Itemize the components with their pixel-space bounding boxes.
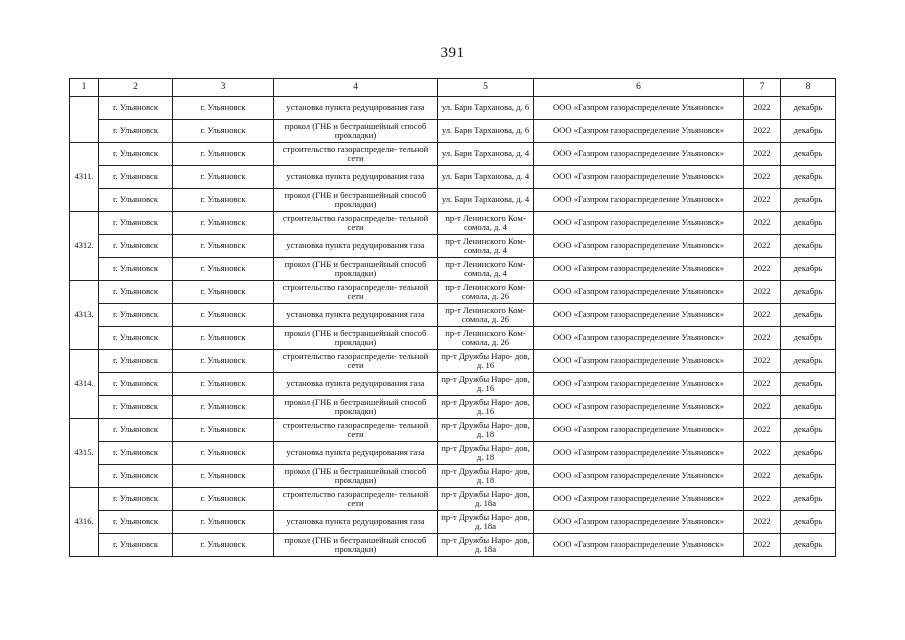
month-cell: декабрь — [781, 235, 836, 258]
table-row — [70, 442, 836, 465]
entry-number-cell — [70, 97, 99, 143]
settlement-cell: г. Ульяновск — [173, 235, 274, 258]
table-body — [70, 97, 836, 557]
entry-number-cell: 4315. — [70, 419, 99, 488]
municipality-cell: г. Ульяновск — [99, 258, 173, 281]
settlement-cell: г. Ульяновск — [173, 396, 274, 419]
month-cell: декабрь — [781, 304, 836, 327]
column-header: 5 — [438, 79, 534, 97]
work-type-cell: прокол (ГНБ и бестраншейный способ прокладки) — [274, 327, 438, 350]
table-row — [70, 350, 836, 373]
organization-cell: ООО «Газпром газораспределение Ульяновск» — [534, 97, 744, 120]
work-type-cell: прокол (ГНБ и бестраншейный способ прокладки) — [274, 258, 438, 281]
organization-cell: ООО «Газпром газораспределение Ульяновск» — [534, 442, 744, 465]
table-row — [70, 235, 836, 258]
entry-number-cell: 4314. — [70, 350, 99, 419]
municipality-cell: г. Ульяновск — [99, 442, 173, 465]
entry-number-cell: 4312. — [70, 212, 99, 281]
settlement-cell: г. Ульяновск — [173, 442, 274, 465]
year-cell: 2022 — [744, 166, 781, 189]
organization-cell: ООО «Газпром газораспределение Ульяновск» — [534, 212, 744, 235]
address-cell: пр-т Ленинского Ком- сомола, д. 26 — [438, 327, 534, 350]
column-header: 8 — [781, 79, 836, 97]
table-row — [70, 120, 836, 143]
settlement-cell: г. Ульяновск — [173, 166, 274, 189]
settlement-cell: г. Ульяновск — [173, 511, 274, 534]
settlement-cell: г. Ульяновск — [173, 281, 274, 304]
organization-cell: ООО «Газпром газораспределение Ульяновск» — [534, 166, 744, 189]
table-row — [70, 465, 836, 488]
year-cell: 2022 — [744, 235, 781, 258]
organization-cell: ООО «Газпром газораспределение Ульяновск» — [534, 327, 744, 350]
organization-cell: ООО «Газпром газораспределение Ульяновск» — [534, 419, 744, 442]
municipality-cell: г. Ульяновск — [99, 304, 173, 327]
organization-cell: ООО «Газпром газораспределение Ульяновск» — [534, 143, 744, 166]
table-row — [70, 304, 836, 327]
municipality-cell: г. Ульяновск — [99, 120, 173, 143]
organization-cell: ООО «Газпром газораспределение Ульяновск» — [534, 396, 744, 419]
address-cell: пр-т Дружбы Наро- дов, д. 18 — [438, 465, 534, 488]
address-cell: пр-т Ленинского Ком- сомола, д. 26 — [438, 281, 534, 304]
municipality-cell: г. Ульяновск — [99, 235, 173, 258]
work-type-cell: строительство газораспредели- тельной сети — [274, 143, 438, 166]
table-row — [70, 143, 836, 166]
work-type-cell: установка пункта редуцирования газа — [274, 373, 438, 396]
table-row — [70, 97, 836, 120]
table-row — [70, 488, 836, 511]
address-cell: пр-т Ленинского Ком- сомола, д. 4 — [438, 212, 534, 235]
organization-cell: ООО «Газпром газораспределение Ульяновск» — [534, 465, 744, 488]
work-type-cell: строительство газораспредели- тельной сети — [274, 350, 438, 373]
settlement-cell: г. Ульяновск — [173, 488, 274, 511]
table-row — [70, 166, 836, 189]
work-type-cell: установка пункта редуцирования газа — [274, 442, 438, 465]
municipality-cell: г. Ульяновск — [99, 281, 173, 304]
month-cell: декабрь — [781, 442, 836, 465]
address-cell: пр-т Ленинского Ком- сомола, д. 4 — [438, 258, 534, 281]
year-cell: 2022 — [744, 304, 781, 327]
table-row — [70, 511, 836, 534]
month-cell: декабрь — [781, 534, 836, 557]
table-row — [70, 327, 836, 350]
month-cell: декабрь — [781, 419, 836, 442]
month-cell: декабрь — [781, 166, 836, 189]
year-cell: 2022 — [744, 258, 781, 281]
municipality-cell: г. Ульяновск — [99, 212, 173, 235]
year-cell: 2022 — [744, 327, 781, 350]
table-row — [70, 534, 836, 557]
organization-cell: ООО «Газпром газораспределение Ульяновск» — [534, 235, 744, 258]
address-cell: ул. Бари Тарханова, д. 4 — [438, 189, 534, 212]
year-cell: 2022 — [744, 120, 781, 143]
year-cell: 2022 — [744, 281, 781, 304]
address-cell: пр-т Ленинского Ком- сомола, д. 26 — [438, 304, 534, 327]
table-header — [70, 79, 836, 97]
month-cell: декабрь — [781, 189, 836, 212]
municipality-cell: г. Ульяновск — [99, 511, 173, 534]
address-cell: пр-т Дружбы Наро- дов, д. 16 — [438, 350, 534, 373]
work-type-cell: прокол (ГНБ и бестраншейный способ прокладки) — [274, 396, 438, 419]
settlement-cell: г. Ульяновск — [173, 143, 274, 166]
work-type-cell: прокол (ГНБ и бестраншейный способ прокладки) — [274, 465, 438, 488]
municipality-cell: г. Ульяновск — [99, 396, 173, 419]
settlement-cell: г. Ульяновск — [173, 212, 274, 235]
municipality-cell: г. Ульяновск — [99, 327, 173, 350]
address-cell: ул. Бари Тарханова, д. 6 — [438, 120, 534, 143]
organization-cell: ООО «Газпром газораспределение Ульяновск» — [534, 534, 744, 557]
year-cell: 2022 — [744, 396, 781, 419]
address-cell: пр-т Дружбы Наро- дов, д. 18а — [438, 488, 534, 511]
table-row — [70, 189, 836, 212]
table-row — [70, 396, 836, 419]
settlement-cell: г. Ульяновск — [173, 304, 274, 327]
year-cell: 2022 — [744, 97, 781, 120]
settlement-cell: г. Ульяновск — [173, 419, 274, 442]
organization-cell: ООО «Газпром газораспределение Ульяновск» — [534, 350, 744, 373]
year-cell: 2022 — [744, 488, 781, 511]
municipality-cell: г. Ульяновск — [99, 373, 173, 396]
year-cell: 2022 — [744, 465, 781, 488]
organization-cell: ООО «Газпром газораспределение Ульяновск» — [534, 281, 744, 304]
work-type-cell: строительство газораспредели- тельной сети — [274, 419, 438, 442]
settlement-cell: г. Ульяновск — [173, 327, 274, 350]
settlement-cell: г. Ульяновск — [173, 465, 274, 488]
year-cell: 2022 — [744, 212, 781, 235]
year-cell: 2022 — [744, 419, 781, 442]
entry-number-cell: 4313. — [70, 281, 99, 350]
address-cell: ул. Бари Тарханова, д. 4 — [438, 166, 534, 189]
address-cell: пр-т Ленинского Ком- сомола, д. 4 — [438, 235, 534, 258]
address-cell: пр-т Дружбы Наро- дов, д. 16 — [438, 373, 534, 396]
address-cell: пр-т Дружбы Наро- дов, д. 18 — [438, 419, 534, 442]
work-type-cell: прокол (ГНБ и бестраншейный способ прокладки) — [274, 189, 438, 212]
column-header: 4 — [274, 79, 438, 97]
municipality-cell: г. Ульяновск — [99, 189, 173, 212]
month-cell: декабрь — [781, 465, 836, 488]
table-row — [70, 419, 836, 442]
municipality-cell: г. Ульяновск — [99, 465, 173, 488]
settlement-cell: г. Ульяновск — [173, 373, 274, 396]
column-header: 6 — [534, 79, 744, 97]
month-cell: декабрь — [781, 258, 836, 281]
work-type-cell: прокол (ГНБ и бестраншейный способ прокладки) — [274, 120, 438, 143]
entry-number-cell: 4316. — [70, 488, 99, 557]
work-type-cell: строительство газораспредели- тельной сети — [274, 281, 438, 304]
address-cell: пр-т Дружбы Наро- дов, д. 16 — [438, 396, 534, 419]
work-type-cell: строительство газораспредели- тельной сети — [274, 488, 438, 511]
column-header: 2 — [99, 79, 173, 97]
month-cell: декабрь — [781, 373, 836, 396]
column-header: 7 — [744, 79, 781, 97]
organization-cell: ООО «Газпром газораспределение Ульяновск» — [534, 304, 744, 327]
work-type-cell: прокол (ГНБ и бестраншейный способ прокладки) — [274, 534, 438, 557]
address-cell: ул. Бари Тарханова, д. 4 — [438, 143, 534, 166]
organization-cell: ООО «Газпром газораспределение Ульяновск» — [534, 258, 744, 281]
address-cell: пр-т Дружбы Наро- дов, д. 18а — [438, 534, 534, 557]
settlement-cell: г. Ульяновск — [173, 258, 274, 281]
table-row — [70, 373, 836, 396]
municipality-cell: г. Ульяновск — [99, 419, 173, 442]
column-header: 1 — [70, 79, 99, 97]
municipality-cell: г. Ульяновск — [99, 97, 173, 120]
organization-cell: ООО «Газпром газораспределение Ульяновск» — [534, 120, 744, 143]
organization-cell: ООО «Газпром газораспределение Ульяновск» — [534, 488, 744, 511]
table-row — [70, 212, 836, 235]
month-cell: декабрь — [781, 327, 836, 350]
municipality-cell: г. Ульяновск — [99, 488, 173, 511]
address-cell: ул. Бари Тарханова, д. 6 — [438, 97, 534, 120]
settlement-cell: г. Ульяновск — [173, 189, 274, 212]
month-cell: декабрь — [781, 143, 836, 166]
address-cell: пр-т Дружбы Наро- дов, д. 18а — [438, 511, 534, 534]
municipality-cell: г. Ульяновск — [99, 534, 173, 557]
month-cell: декабрь — [781, 212, 836, 235]
settlement-cell: г. Ульяновск — [173, 120, 274, 143]
month-cell: декабрь — [781, 97, 836, 120]
year-cell: 2022 — [744, 534, 781, 557]
month-cell: декабрь — [781, 350, 836, 373]
municipality-cell: г. Ульяновск — [99, 350, 173, 373]
year-cell: 2022 — [744, 143, 781, 166]
year-cell: 2022 — [744, 350, 781, 373]
settlement-cell: г. Ульяновск — [173, 97, 274, 120]
month-cell: декабрь — [781, 511, 836, 534]
settlement-cell: г. Ульяновск — [173, 534, 274, 557]
organization-cell: ООО «Газпром газораспределение Ульяновск» — [534, 189, 744, 212]
year-cell: 2022 — [744, 442, 781, 465]
work-type-cell: установка пункта редуцирования газа — [274, 97, 438, 120]
year-cell: 2022 — [744, 511, 781, 534]
work-type-cell: установка пункта редуцирования газа — [274, 166, 438, 189]
year-cell: 2022 — [744, 373, 781, 396]
page-number: 391 — [440, 45, 465, 61]
settlement-cell: г. Ульяновск — [173, 350, 274, 373]
work-type-cell: строительство газораспредели- тельной сети — [274, 212, 438, 235]
entry-number-cell: 4311. — [70, 143, 99, 212]
month-cell: декабрь — [781, 488, 836, 511]
address-cell: пр-т Дружбы Наро- дов, д. 18 — [438, 442, 534, 465]
work-type-cell: установка пункта редуцирования газа — [274, 511, 438, 534]
work-type-cell: установка пункта редуцирования газа — [274, 304, 438, 327]
month-cell: декабрь — [781, 120, 836, 143]
organization-cell: ООО «Газпром газораспределение Ульяновск» — [534, 373, 744, 396]
month-cell: декабрь — [781, 281, 836, 304]
register-table — [69, 78, 836, 557]
column-header: 3 — [173, 79, 274, 97]
organization-cell: ООО «Газпром газораспределение Ульяновск» — [534, 511, 744, 534]
work-type-cell: установка пункта редуцирования газа — [274, 235, 438, 258]
year-cell: 2022 — [744, 189, 781, 212]
header-row — [70, 79, 836, 97]
municipality-cell: г. Ульяновск — [99, 143, 173, 166]
table-row — [70, 281, 836, 304]
municipality-cell: г. Ульяновск — [99, 166, 173, 189]
table-row — [70, 258, 836, 281]
month-cell: декабрь — [781, 396, 836, 419]
